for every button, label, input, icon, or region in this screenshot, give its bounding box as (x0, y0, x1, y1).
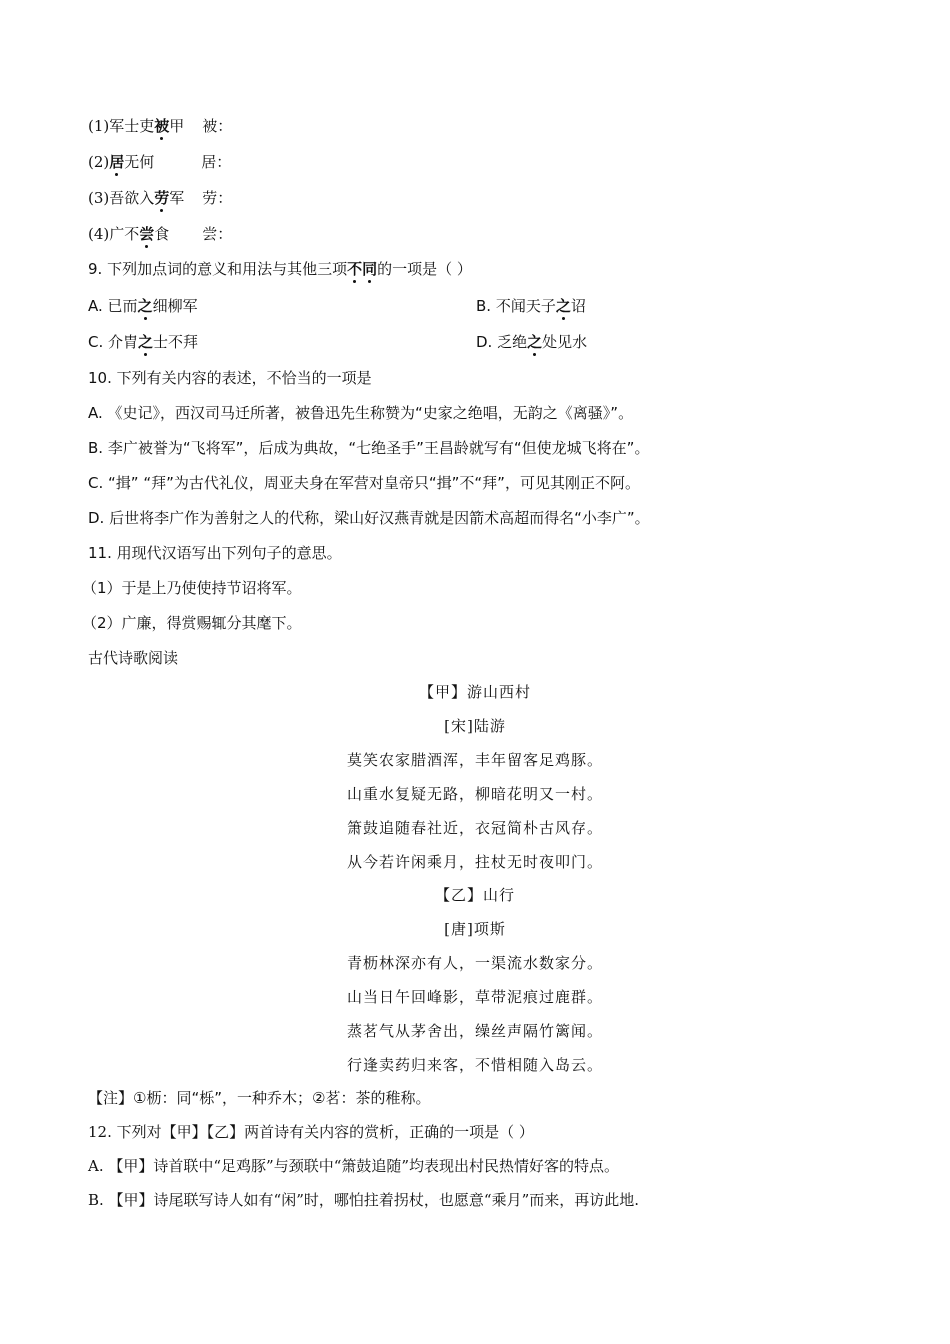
poem-jia-line-2: 山重水复疑无路，柳暗花明又一村。 (346, 785, 603, 803)
q12-stem: 12. 下列对【甲】【乙】两首诗有关内容的赏析，正确的一项是（ ） (88, 1123, 534, 1141)
q9-option-a: A. 已而之细柳军 (88, 297, 198, 315)
poem-yi-author: [唐]项斯 (444, 920, 506, 938)
q8-item-4: (4)广不尝食 尝： (88, 225, 233, 243)
q10-option-d: D. 后世将李广作为善射之人的代称，梁山好汉燕青就是因箭术高超而得名“小李广”。 (88, 509, 650, 527)
q10-option-a: A. 《史记》，西汉司马迁所著，被鲁迅先生称赞为“史家之绝唱，无韵之《离骚》”。 (88, 404, 634, 422)
q12-option-a: A. 【甲】诗首联中“足鸡豚”与颈联中“箫鼓追随”均表现出村民热情好客的特点。 (88, 1157, 620, 1175)
footnote: 【注】①枥：同“栎”，一种乔木；②茗：茶的稚称。 (88, 1089, 431, 1107)
q11-stem: 11. 用现代汉语写出下列句子的意思。 (88, 544, 342, 562)
poem-jia-author: [宋]陆游 (444, 717, 506, 735)
q9-option-c: C. 介胄之士不拜 (88, 333, 199, 351)
q8-item-3: (3)吾欲入劳军 劳： (88, 189, 233, 207)
poem-yi-line-2: 山当日午回峰影，草带泥痕过鹿群。 (346, 988, 603, 1006)
q12-option-b: B. 【甲】诗尾联写诗人如有“闲”时，哪怕拄着拐杖，也愿意“乘月”而来，再访此地. (88, 1191, 640, 1209)
emphasis-char: 居 (109, 153, 125, 171)
section-title: 古代诗歌阅读 (88, 649, 179, 667)
q10-stem: 10. 下列有关内容的表述，不恰当的一项是 (88, 369, 372, 387)
emphasis-char: 不 (347, 260, 363, 278)
q11-item-2: （2）广廉，得赏赐辄分其麾下。 (82, 614, 302, 632)
emphasis-char: 尝 (139, 225, 155, 243)
emphasis-char: 被 (154, 117, 170, 135)
poem-yi-title: 【乙】山行 (434, 886, 515, 904)
poem-yi-line-3: 蒸茗气从茅舍出，缲丝声隔竹篱闻。 (346, 1022, 603, 1040)
poem-jia-line-4: 从今若许闲乘月，拄杖无时夜叩门。 (346, 853, 603, 871)
q8-item-2: (2)居无何 居： (88, 153, 232, 171)
q8-item-1: (1)军士吏被甲 被： (88, 117, 233, 135)
emphasis-char: 之 (527, 333, 543, 351)
emphasis-char: 劳 (154, 189, 170, 207)
q9-stem: 9. 下列加点词的意义和用法与其他三项不同的一项是（ ） (88, 260, 472, 278)
emphasis-char: 之 (555, 297, 571, 315)
answer-label: 尝： (202, 225, 233, 243)
emphasis-char: 之 (137, 297, 153, 315)
poem-yi-line-1: 青枥林深亦有人，一渠流水数家分。 (346, 954, 603, 972)
answer-label: 居： (201, 153, 232, 171)
q9-option-b: B. 不闻天子之诏 (476, 297, 586, 315)
emphasis-char: 之 (138, 333, 154, 351)
answer-label: 被： (202, 117, 233, 135)
q9-option-d: D. 乏绝之处见水 (476, 333, 588, 351)
poem-jia-title: 【甲】游山西村 (418, 683, 531, 701)
emphasis-char: 同 (362, 260, 378, 278)
answer-label: 劳： (202, 189, 233, 207)
q10-option-b: B. 李广被誉为“飞将军”，后成为典故，“七绝圣手”王昌龄就写有“但使龙城飞将在”。 (88, 439, 650, 457)
poem-jia-line-3: 箫鼓追随春社近，衣冠简朴古风存。 (346, 819, 603, 837)
q11-item-1: （1）于是上乃使使持节诏将军。 (82, 579, 302, 597)
poem-jia-line-1: 莫笑农家腊酒浑，丰年留客足鸡豚。 (346, 751, 603, 769)
q10-option-c: C. “揖” “拜”为古代礼仪，周亚夫身在军营对皇帝只“揖”不“拜”，可见其刚正不阿。 (88, 474, 640, 492)
poem-yi-line-4: 行逢卖药归来客，不惜相随入岛云。 (346, 1056, 603, 1074)
